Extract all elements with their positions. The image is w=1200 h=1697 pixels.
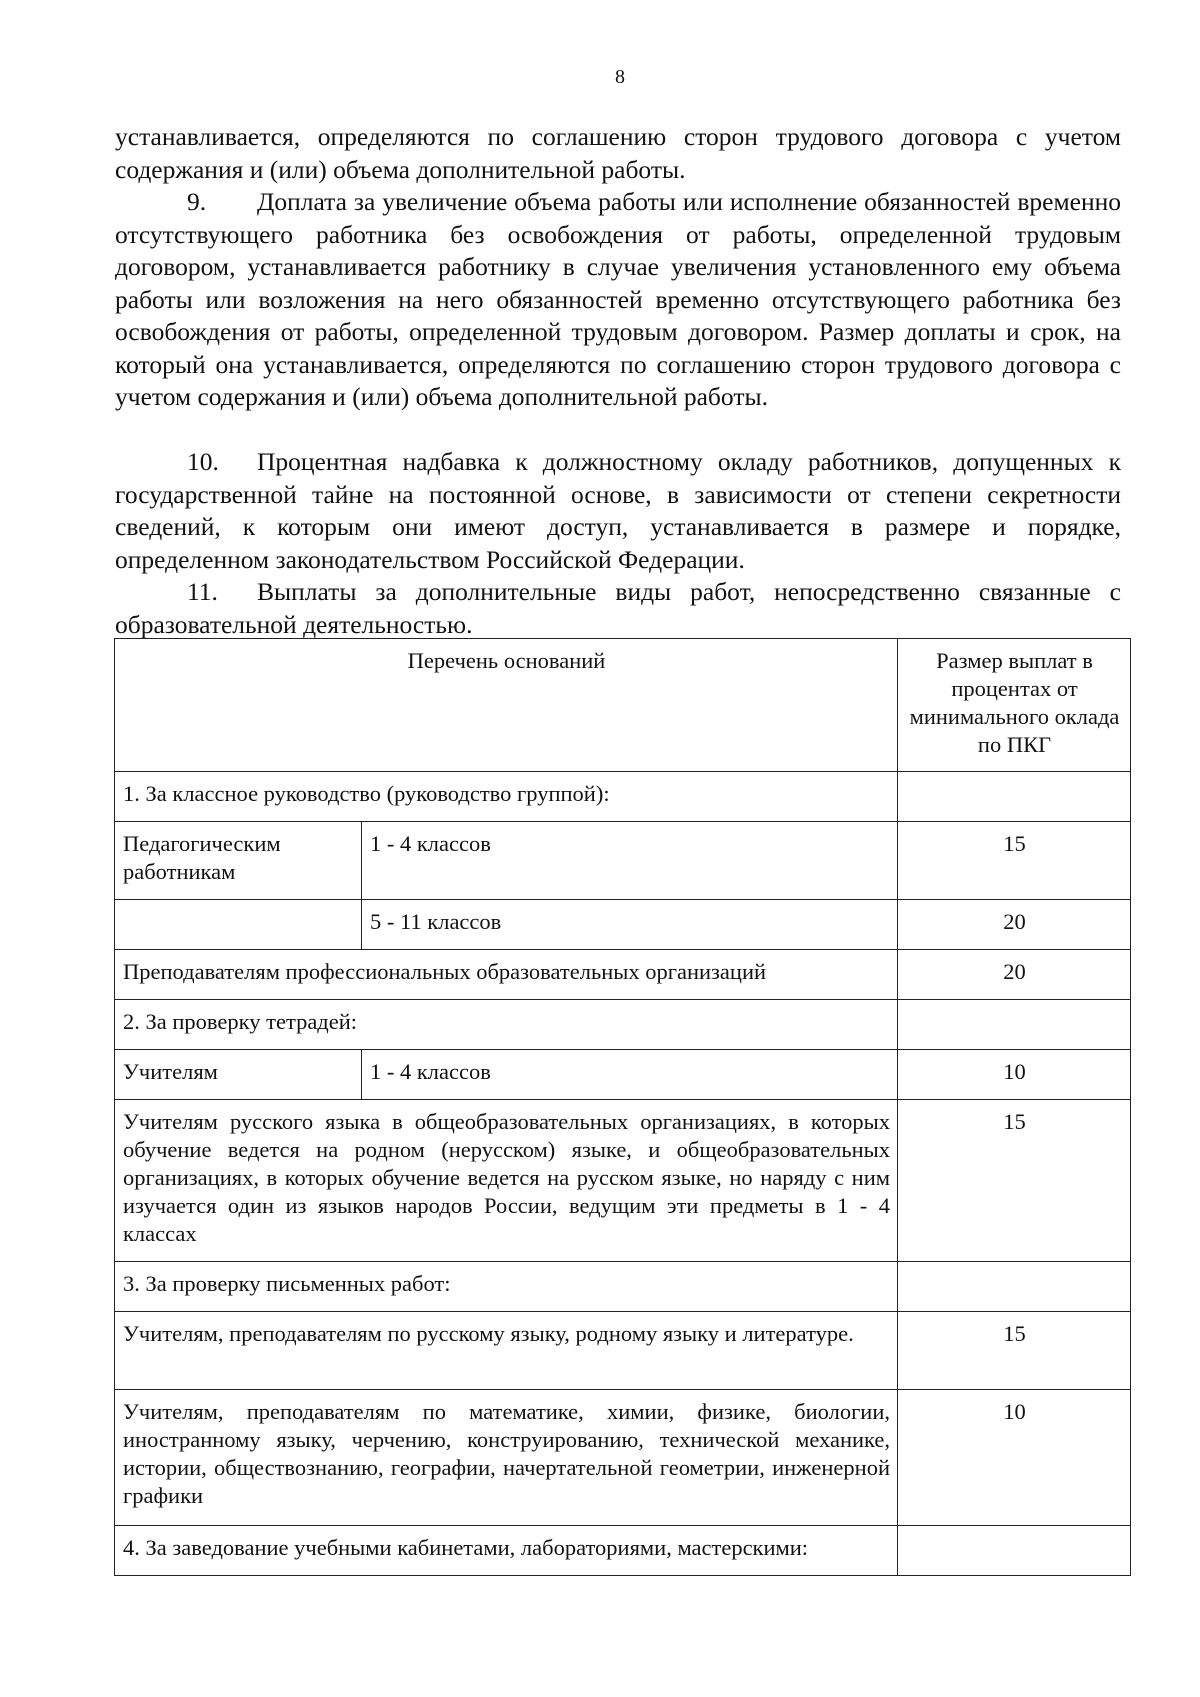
s2-r1-value: 10: [898, 1050, 1131, 1100]
section-1-value-empty: [898, 772, 1131, 822]
section-3-title: 3. За проверку письменных работ:: [115, 1262, 898, 1312]
table-row: [115, 1100, 1131, 1262]
table-row: [115, 1312, 1131, 1390]
section-4-title: 4. За заведование учебными кабинетами, лабораториями, мастерскими:: [115, 1526, 898, 1576]
s1-r1-label: Педагогическим работникам: [115, 822, 362, 900]
s1-r3-label: Преподавателям профессиональных образовательных организаций: [115, 950, 898, 1000]
section-3-value-empty: [898, 1262, 1131, 1312]
header-payment-size: Размер выплат в процентах от минимального оклада по ПКГ: [898, 639, 1131, 772]
header-basis: Перечень оснований: [115, 639, 898, 772]
s2-r2-value: 15: [898, 1100, 1131, 1262]
paragraph-9: [115, 186, 1121, 414]
paragraph-11: [115, 576, 1121, 641]
table-row: [115, 950, 1131, 1000]
s3-r1-label: Учителям, преподавателям по русскому языку, родному языку и литературе.: [115, 1312, 898, 1390]
s3-r2-label: Учителям, преподавателям по математике, химии, физике, биологии, иностранному языку, черчению, конструированию, технической механике, истории, обществознанию, географии, начертательной геометрии, инженерной графики: [115, 1390, 898, 1526]
table-row: [115, 1050, 1131, 1100]
table-row: [115, 900, 1131, 950]
s2-r1-classes: 1 - 4 классов: [362, 1050, 898, 1100]
s1-r2-value: 20: [898, 900, 1131, 950]
section-4-row: [115, 1526, 1131, 1576]
section-2-row: [115, 1000, 1131, 1050]
s3-r2-value: 10: [898, 1390, 1131, 1526]
table-row: [115, 1390, 1131, 1526]
s1-r1-classes: 1 - 4 классов: [362, 822, 898, 900]
s1-r1-value: 15: [898, 822, 1131, 900]
page-number: 8: [615, 66, 625, 88]
section-1-row: [115, 772, 1131, 822]
paragraph-10-text: Процентная надбавка к должностному окладу работников, допущенных к государственной тайне на постоянной основе, в зависимости от степени секретности сведений, к которым они имеют доступ, устанавливается в размере и порядке, определенном законодательством Российской Федерации.: [115, 447, 1121, 574]
section-3-row: [115, 1262, 1131, 1312]
table-row: [115, 822, 1131, 900]
paragraph-10: [115, 446, 1121, 576]
paragraph-11-number: 11.: [187, 577, 218, 606]
section-2-title: 2. За проверку тетрадей:: [115, 1000, 898, 1050]
s1-r2-label-empty: [115, 900, 362, 950]
s1-r2-classes: 5 - 11 классов: [362, 900, 898, 950]
table-header-row: [115, 639, 1131, 772]
s1-r3-value: 20: [898, 950, 1131, 1000]
section-1-title: 1. За классное руководство (руководство группой):: [115, 772, 898, 822]
s3-r1-value: 15: [898, 1312, 1131, 1390]
paragraph-9-text: Доплата за увеличение объема работы или исполнение обязанностей временно отсутствующего работника без освобождения от работы, определенной трудовым договором, устанавливается работнику в случае увеличения установленного ему объема работы или возложения на него обязанностей временно отсутствующего работника без освобождения от работы, определенной трудовым договором. Размер доплаты и срок, на который она устанавливается, определяются по соглашению сторон трудового договора с учетом содержания и (или) объема дополнительной работы.: [115, 187, 1121, 411]
paragraph-11-text: Выплаты за дополнительные виды работ, непосредственно связанные с образовательной деятельностью.: [115, 577, 1121, 639]
paragraph-9-number: 9.: [187, 187, 207, 216]
payments-table: [114, 638, 1131, 1576]
s2-r2-label: Учителям русского языка в общеобразовательных организациях, в которых обучение ведется на родном (нерусском) языке, и общеобразовательных организациях, в которых обучение ведется на русском языке, но наряду с ним изучается один из языков народов России, ведущим эти предметы в 1 - 4 классах: [115, 1100, 898, 1262]
paragraph-continuation: устанавливается, определяются по соглашению сторон трудового договора с учетом содержания и (или) объема дополнительной работы.: [115, 122, 1121, 184]
section-2-value-empty: [898, 1000, 1131, 1050]
section-4-value-empty: [898, 1526, 1131, 1576]
s2-r1-label: Учителям: [115, 1050, 362, 1100]
paragraph-10-number: 10.: [187, 447, 219, 476]
